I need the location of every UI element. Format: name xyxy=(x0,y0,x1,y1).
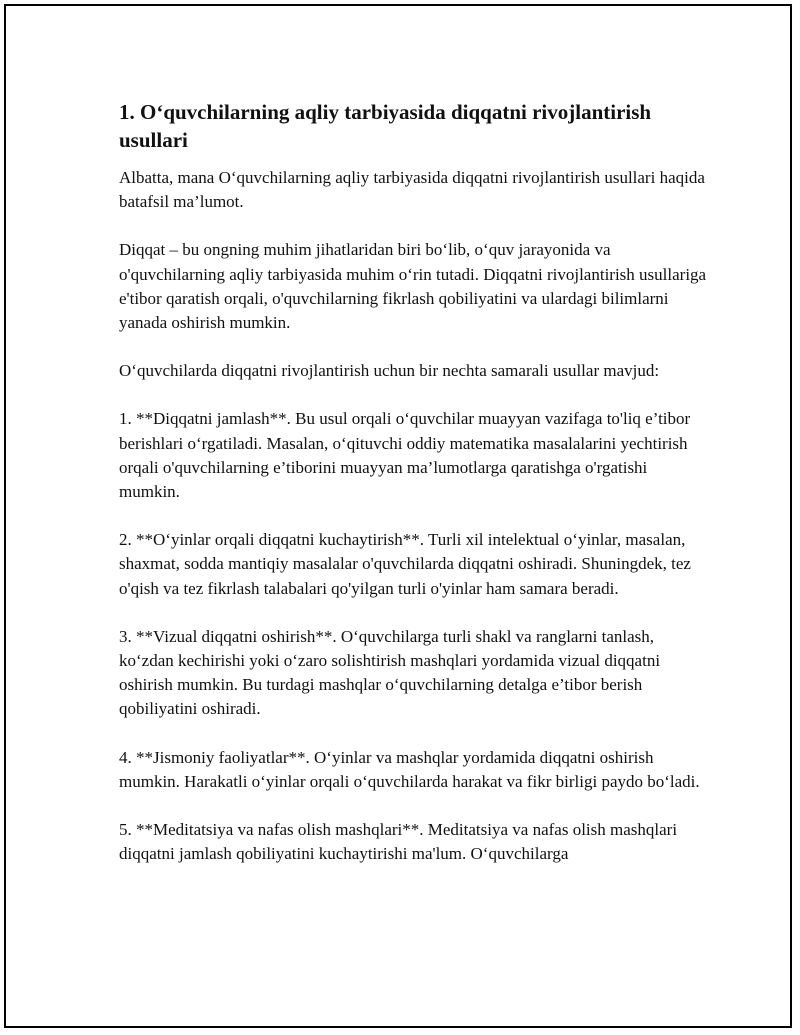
page-frame xyxy=(4,4,792,1028)
method-item-5: 5. **Meditatsiya va nafas olish mashqlari**. Meditatsiya va nafas olish mashqlari diqqatni jamlash qobiliyatini kuchaytirishi ma'lum. O‘quvchilarga xyxy=(119,820,678,864)
methods-intro-paragraph: O‘quvchilarda diqqatni rivojlantirish uchun bir nechta samarali usullar mavjud: xyxy=(119,361,660,381)
document-body xyxy=(119,98,709,890)
method-item-1: 1. **Diqqatni jamlash**. Bu usul orqali o‘quvchilar muayyan vazifaga to'liq e’tibor berishlari o‘rgatiladi. Masalan, o‘qituvchi oddiy matematika masalalarini yechtirish orqali o'quvchilarning e’tiborini muayyan ma’lumotlarga qaratishga o'rgatishi mumkin. xyxy=(119,409,691,502)
definition-paragraph: Diqqat – bu ongning muhim jihatlaridan biri bo‘lib, o‘quv jarayonida va o'quvchilarning aqliy tarbiyasida muhim o‘rin tutadi. Diqqatni rivojlantirish usullariga e'tibor qaratish orqali, o'quvchilarning fikrlash qobiliyatini va ulardagi bilimlarni yanada oshirish mumkin. xyxy=(119,240,707,333)
method-item-2: 2. **O‘yinlar orqali diqqatni kuchaytirish**. Turli xil intelektual o‘yinlar, masalan, shaxmat, sodda mantiqiy masalalar o'quvchilarda diqqatni oshiradi. Shuningdek, tez o'qish va tez fikrlash talabalari qo'yilgan turli o'yinlar ham samara beradi. xyxy=(119,530,691,598)
intro-paragraph: Albatta, mana O‘quvchilarning aqliy tarbiyasida diqqatni rivojlantirish usullari haqida batafsil ma’lumot. xyxy=(119,168,705,212)
method-item-3: 3. **Vizual diqqatni oshirish**. O‘quvchilarga turli shakl va ranglarni tanlash, ko‘zdan kechirishi yoki o‘zaro solishtirish mashqlari yordamida vizual diqqatni oshirish mumkin. Bu turdagi mashqlar o‘quvchilarning detalga e’tibor berish qobiliyatini oshiradi. xyxy=(119,626,661,719)
document-heading: 1. O‘quvchilarning aqliy tarbiyasida diqqatni rivojlantirish usullari xyxy=(119,100,652,152)
method-item-4: 4. **Jismoniy faoliyatlar**. O‘yinlar va mashqlar yordamida diqqatni oshirish mumkin. Harakatli o‘yinlar orqali o‘quvchilarda harakat va fikr birligi paydo bo‘ladi. xyxy=(119,747,700,791)
